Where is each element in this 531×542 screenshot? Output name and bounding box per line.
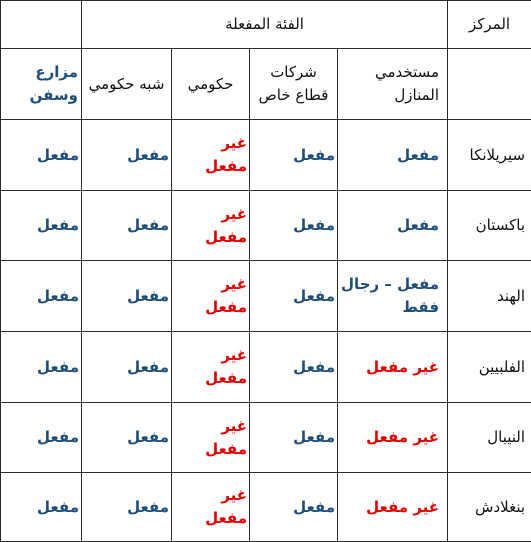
country-name: سيريلانكا [448,120,531,191]
status-cell-government [172,261,250,332]
status-cell-private-companies [250,120,338,191]
status-text: غير مفعل [205,205,247,246]
status-text: مفعل [37,498,79,516]
status-text: مفعل [293,358,335,376]
status-text: غير مفعل [205,486,247,527]
status-text: غير مفعل [366,358,439,376]
col-header-home-users: مستخدمي المنازل [338,49,448,120]
status-cell-home-users [338,120,448,191]
status-text: غير مفعل [366,498,439,516]
status-text: مفعل [293,216,335,234]
status-cell-home-users [338,191,448,261]
status-cell-private-companies [250,191,338,261]
status-text: مفعل [37,216,79,234]
status-cell-private-companies [250,403,338,473]
status-text: مفعل [127,287,169,305]
status-cell-farms-ships [1,332,82,403]
status-text: مفعل [37,287,79,305]
status-cell-private-companies [250,261,338,332]
status-cell-farms-ships [1,261,82,332]
status-cell-home-users [338,403,448,473]
country-name: باكستان [448,191,531,261]
status-cell-government [172,332,250,403]
status-text: مفعل [37,358,79,376]
center-subheader-empty [448,49,531,120]
status-cell-home-users [338,332,448,403]
status-cell-farms-ships [1,403,82,473]
status-cell-farms-ships [1,473,82,542]
col-header-government: حكومي [172,49,250,120]
status-cell-government [172,473,250,542]
table-row [1,191,531,261]
status-text: غير مفعل [205,275,247,316]
status-text: مفعل [127,146,169,164]
country-name: الهند [448,261,531,332]
status-text: مفعل [127,358,169,376]
status-text: غير مفعل [205,417,247,458]
status-text: مفعل [397,146,439,164]
col-header-private-companies: شركات قطاع خاص [250,49,338,120]
status-cell-farms-ships [1,191,82,261]
status-cell-semi-government [82,473,172,542]
status-cell-semi-government [82,191,172,261]
status-text: مفعل [37,146,79,164]
status-text: مفعل [37,428,79,446]
status-text: مفعل [127,216,169,234]
table-row [1,332,531,403]
empty-corner-cell [1,1,82,49]
table-row [1,120,531,191]
status-text: مفعل [293,287,335,305]
table-row [1,403,531,473]
status-cell-government [172,120,250,191]
active-category-header: الفئة المفعلة [82,1,448,49]
status-cell-home-users [338,261,448,332]
col-header-farms-ships: مزارع وسفن [1,49,82,120]
status-cell-private-companies [250,473,338,542]
status-cell-government [172,191,250,261]
status-cell-private-companies [250,332,338,403]
table-row [1,261,531,332]
status-text: غير مفعل [205,346,247,387]
status-cell-semi-government [82,261,172,332]
status-text: مفعل [127,428,169,446]
status-text: مفعل – رجال فقط [341,275,439,316]
col-header-semi-government: شبه حكومي [82,49,172,120]
table-row [1,473,531,542]
status-cell-semi-government [82,403,172,473]
status-text: مفعل [397,216,439,234]
status-cell-semi-government [82,332,172,403]
status-text: مفعل [127,498,169,516]
status-cell-home-users [338,473,448,542]
center-header: المركز [448,1,531,49]
country-name: النيبال [448,403,531,473]
status-text: مفعل [293,498,335,516]
status-text: غير مفعل [205,134,247,175]
country-name: الفلبيين [448,332,531,403]
status-text: مفعل [293,146,335,164]
status-cell-semi-government [82,120,172,191]
status-text: غير مفعل [366,428,439,446]
status-text: مفعل [293,428,335,446]
status-cell-farms-ships [1,120,82,191]
status-cell-government [172,403,250,473]
country-name: بنغلادش [448,473,531,542]
